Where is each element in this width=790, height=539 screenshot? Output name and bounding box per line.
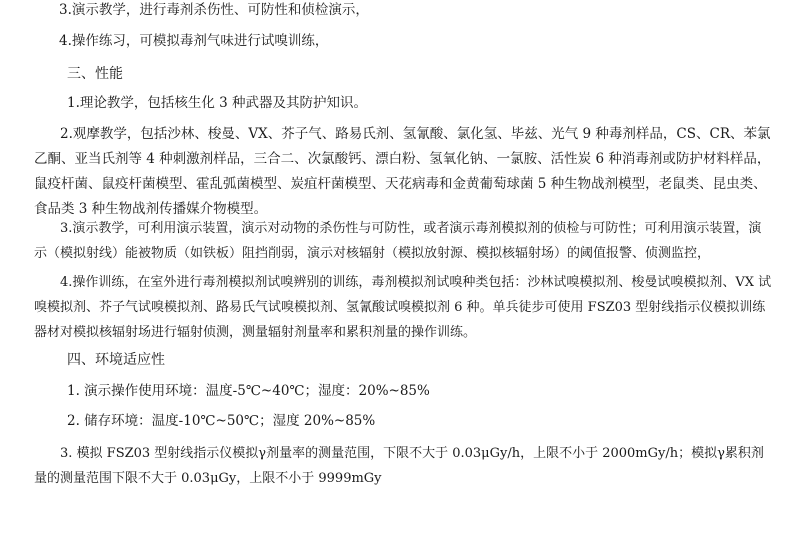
performance-item-3: 3.演示教学，可利用演示装置，演示对动物的杀伤性与可防性，或者演示毒剂模拟剂的侦检与可防性；可利用演示装置，演示（模拟射线）能被物质（如铁板）阻挡削弱，演示对核辐射（模拟放射源、模拟核辐射场）的阈值报警、侦测监控， (34, 221, 762, 261)
performance-item-4: 4.操作训练，在室外进行毒剂模拟剂试嗅辨别的训练，毒剂模拟剂试嗅种类包括：沙林试嗅模拟剂、梭曼试嗅模拟剂、VX 试嗅模拟剂、芥子气试嗅模拟剂、路易氏气试嗅模拟剂、氢氰酸试嗅模拟剂 6 种。单兵徒步可使用 FSZ03 型射线指示仪模拟训练器材对模拟核辐射场进行辐射侦测，测量辐射剂量率和累积剂量的操作训练。 (34, 275, 772, 340)
environment-item-2: 2. 储存环境：温度-10℃~50℃；湿度 20%~85% (67, 413, 376, 429)
performance-item-1: 1.理论教学，包括核生化 3 种武器及其防护知识。 (67, 95, 368, 111)
item-4-practice: 4.操作练习，可模拟毒剂气味进行试嗅训练， (59, 33, 329, 49)
environment-item-1: 1. 演示操作使用环境：温度-5℃~40℃；湿度：20%~85% (67, 383, 430, 399)
environment-item-3: 3. 模拟 FSZ03 型射线指示仪模拟γ剂量率的测量范围，下限不大于 0.03μGy/h，上限不小于 2000mGy/h；模拟γ累积剂量的测量范围下限不大于 0.03μGy，上限不小于 9999mGy (34, 446, 764, 486)
section-heading-performance: 三、性能 (67, 66, 123, 82)
item-3-demo-teaching: 3.演示教学，进行毒剂杀伤性、可防性和侦检演示， (59, 2, 369, 18)
performance-item-2: 2.观摩教学，包括沙林、梭曼、VX、芥子气、路易氏剂、氢氰酸、氯化氢、毕兹、光气 9 种毒剂样品，CS、CR、苯氯乙酮、亚当氏剂等 4 种刺激剂样品，三合二、次氯酸钙、漂白粉、氢氧化钠、一氯胺、活性炭 6 种消毒剂或防护材料样品，鼠疫杆菌、鼠疫杆菌模型、霍乱弧菌模型、炭疽杆菌模型、天花病毒和金黄葡萄球菌 5 种生物战剂模型，老鼠类、昆虫类、食品类 3 种生物战剂传播媒介物模型。 (34, 126, 771, 217)
section-heading-environment: 四、环境适应性 (67, 352, 165, 368)
